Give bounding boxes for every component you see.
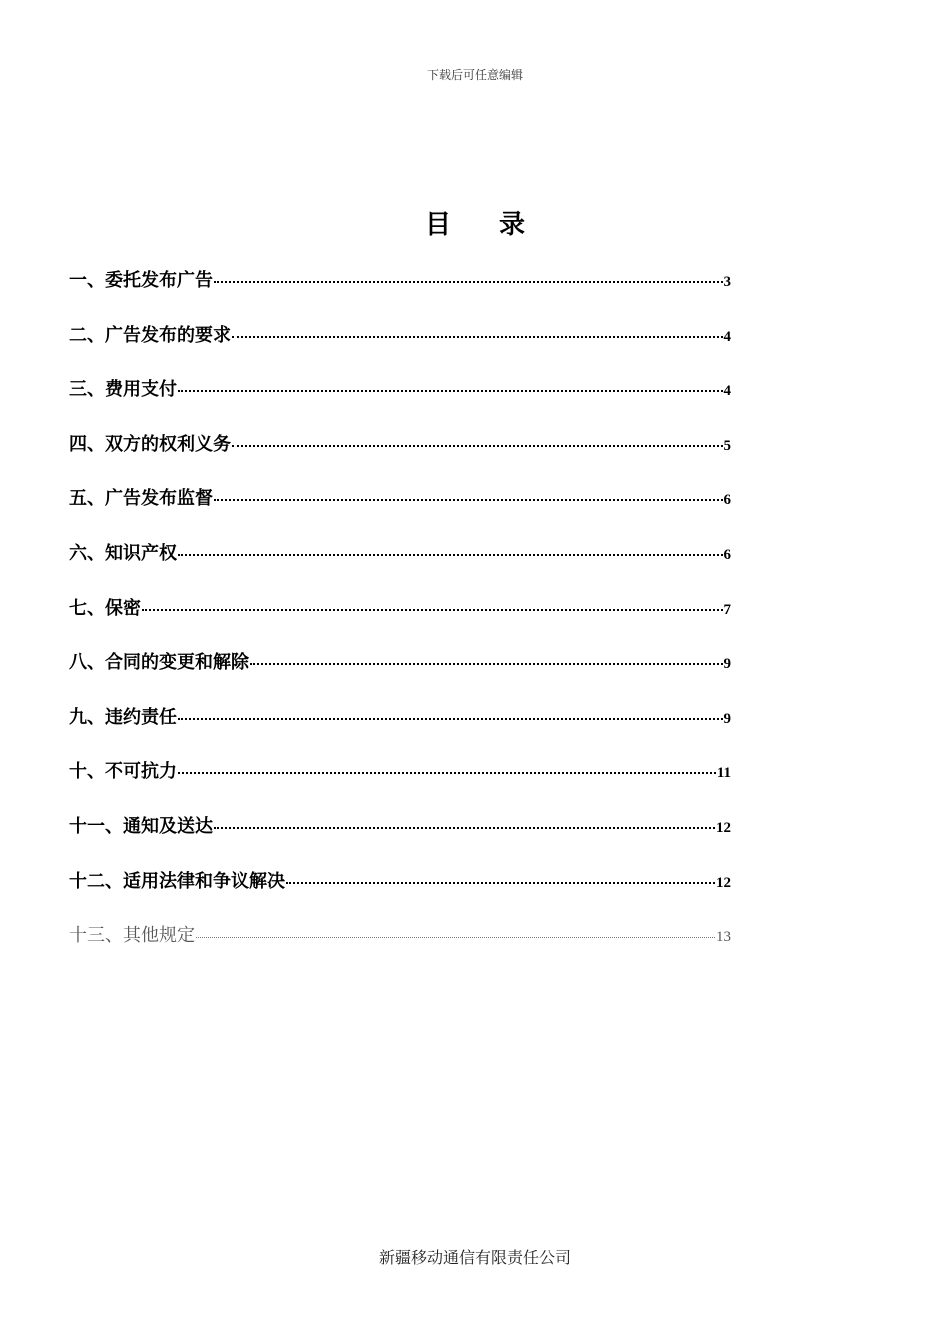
toc-entry-2[interactable]: [69, 321, 731, 376]
toc-title-right: 录: [499, 210, 526, 240]
footer-company: 新疆移动通信有限责任公司: [378, 1248, 571, 1267]
toc-entry-8[interactable]: [69, 648, 731, 703]
toc-entry-label: 四、双方的权利义务: [69, 433, 231, 455]
toc-entry-label: 五、广告发布监督: [69, 488, 213, 510]
toc-entry-page: 3: [723, 274, 731, 290]
toc-entry-label: 一、委托发布广告: [69, 270, 213, 291]
toc-entry-page: 6: [723, 492, 731, 509]
toc-entry-5[interactable]: [69, 484, 731, 539]
toc-entry-6[interactable]: [69, 539, 731, 594]
toc-entry-label: 八、合同的变更和解除: [69, 652, 249, 674]
dot-leader: [178, 390, 723, 392]
toc-entry-label: 七、保密: [69, 597, 141, 619]
toc-entry-7[interactable]: [69, 594, 731, 649]
toc-entry-label: 六、知识产权: [69, 542, 177, 564]
header-note: 下载后可任意编辑: [426, 68, 523, 82]
toc-entry-page: 13: [716, 929, 731, 946]
dot-leader: [178, 718, 723, 720]
toc-entry-page: 6: [723, 546, 731, 563]
toc-entry-13[interactable]: [69, 921, 731, 976]
toc-entry-9[interactable]: [69, 703, 731, 758]
toc-entry-12[interactable]: [69, 867, 731, 922]
dot-leader: [196, 937, 715, 938]
toc-entry-4[interactable]: [69, 430, 731, 485]
toc-entry-11[interactable]: [69, 812, 731, 867]
dot-leader: [232, 336, 723, 338]
toc-entry-label: 三、费用支付: [69, 379, 177, 401]
dot-leader: [232, 445, 723, 447]
toc-entry-label: 十二、适用法律和争议解决: [69, 870, 285, 892]
toc-entry-page: 12: [716, 874, 731, 891]
dot-leader: [142, 609, 723, 611]
toc-title: [0, 204, 950, 241]
dot-leader: [286, 882, 715, 884]
toc-entry-label: 十三、其他规定: [69, 925, 195, 947]
toc-entry-label: 十、不可抗力: [69, 761, 177, 783]
dot-leader: [178, 772, 716, 774]
toc-list: [69, 266, 731, 976]
dot-leader: [214, 281, 723, 283]
toc-entry-page: 5: [723, 437, 731, 454]
toc-entry-1[interactable]: [69, 266, 731, 321]
toc-entry-page: 9: [723, 656, 731, 673]
toc-entry-page: 7: [723, 601, 731, 618]
toc-title-left: 目: [424, 210, 451, 240]
toc-entry-page: 9: [723, 710, 731, 727]
toc-entry-page: 11: [716, 765, 731, 782]
toc-entry-label: 二、广告发布的要求: [69, 324, 231, 346]
dot-leader: [178, 554, 723, 556]
toc-entry-3[interactable]: [69, 375, 731, 430]
toc-entry-page: 12: [716, 819, 731, 836]
dot-leader: [214, 827, 715, 829]
dot-leader: [214, 499, 723, 501]
toc-entry-page: 4: [723, 383, 731, 400]
dot-leader: [250, 663, 723, 665]
toc-entry-label: 九、违约责任: [69, 706, 177, 728]
toc-entry-page: 4: [723, 328, 731, 345]
toc-entry-10[interactable]: [69, 757, 731, 812]
toc-entry-label: 十一、通知及送达: [69, 815, 213, 837]
